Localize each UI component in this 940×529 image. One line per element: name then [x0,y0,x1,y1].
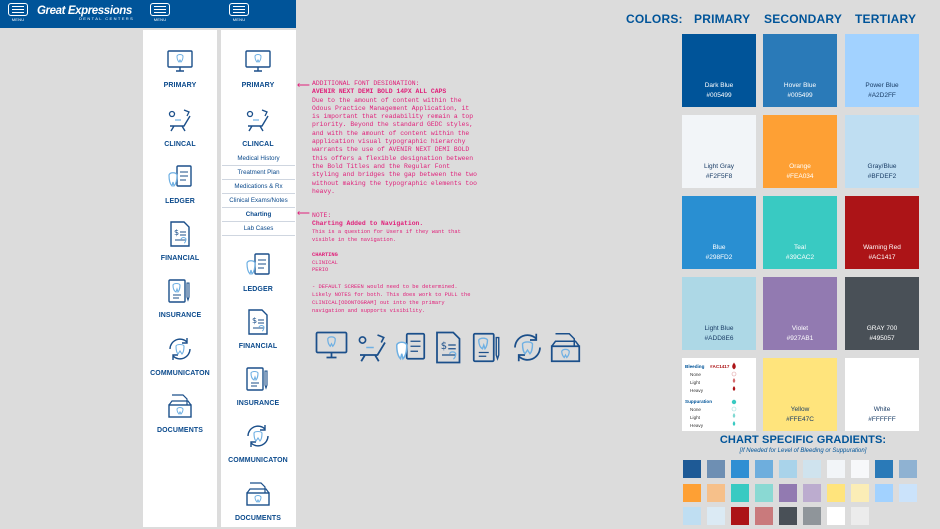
gradient-tile [803,484,821,502]
color-swatch [682,196,756,269]
nav-item-financial[interactable] [143,220,217,262]
nav-note-title: NOTE: [312,212,332,219]
note-line: warrants the use of AVENIR NEXT DEMI BOLD [312,146,470,154]
swatch-hex: #FFFFFF [868,416,896,423]
nav-label: LEDGER [165,198,195,205]
note-line: without making the typographic elements too [312,179,477,187]
swatch-name: Dark Blue [704,82,734,89]
nav-item-docs[interactable] [143,392,217,434]
color-swatch [763,358,837,431]
color-swatch [682,277,756,350]
color-swatch [763,34,837,107]
legend-heavy: Heavy [690,388,704,393]
swatch-name: Power Blue [865,82,899,89]
note-line: is important that readability remain a top [312,113,474,121]
gradient-tile [803,507,821,525]
color-swatch [682,115,756,188]
color-swatch [845,34,919,107]
swatch-hex: #FFE47C [786,416,814,423]
gradient-tile [827,460,845,478]
swatch-name: Warning Red [863,244,901,251]
gradient-tile [851,484,869,502]
gradient-tile [731,507,749,525]
swatch-name: Orange [789,163,811,170]
documents-box-icon [548,330,583,371]
menu-label: MENU [232,17,246,22]
logo[interactable] [37,5,134,21]
dental-chair-icon [143,106,217,139]
communication-cycle-icon [221,422,295,455]
nav-item-comm-2[interactable] [221,422,295,464]
gradient-tile [851,460,869,478]
color-swatch [763,196,837,269]
gradient-tile [731,484,749,502]
gradient-tile [803,460,821,478]
nav-note-question [312,228,512,244]
legend-light: Light [690,380,700,385]
legend-none: None [690,372,701,377]
gradient-tile [707,460,725,478]
gradient-tile [707,507,725,525]
nav-item-docs-2[interactable] [221,480,295,522]
swatch-hex: #495057 [869,335,895,342]
color-swatch [763,277,837,350]
financial-document-icon [221,308,295,341]
note-line: navigation and supports visibility. [312,307,426,314]
note-line: CLINICAL [312,259,338,266]
swatch-hex: #BFDEF2 [867,173,897,180]
swatch-name: Light Blue [704,325,734,332]
gradient-tile [779,507,797,525]
legend-none: None [690,407,701,412]
swatch-name: Blue [712,244,726,251]
gradient-tile [779,484,797,502]
note-line: - DEFAULT SCREEN would need to be determined. [312,283,458,290]
submenu-item[interactable]: Lab Cases [222,222,295,236]
charting-items [312,260,512,275]
gradient-tile [755,484,773,502]
legend-heavy: Heavy [690,423,704,428]
hamburger-icon [8,3,28,16]
submenu-item[interactable]: Treatment Plan [222,166,295,180]
clinical-submenu [222,152,295,236]
font-note [312,80,502,196]
insurance-document-icon [221,365,295,398]
legend-light: Light [690,415,700,420]
submenu-item[interactable]: Medications & Rx [222,180,295,194]
nav-label: COMMUNICATON [228,457,288,464]
font-note-title: ADDITIONAL FONT DESIGNATION: [312,80,420,87]
insurance-document-icon [143,277,217,310]
default-screen-note [312,283,512,315]
column-primary: PRIMARY [694,12,751,26]
nav-item-financial-2[interactable] [221,308,295,350]
ledger-tooth-icon [221,251,295,284]
color-swatch [682,34,756,107]
menu-label: MENU [11,17,25,22]
swatch-name: Hover Blue [783,82,817,89]
documents-box-icon [221,480,295,513]
note-line: styling and bridges the gap between the two [312,171,477,179]
communication-cycle-icon [143,335,217,368]
ledger-tooth-icon [143,163,217,196]
ledger-tooth-icon [393,330,428,371]
svg-text:$: $ [440,340,448,352]
gradient-tile [827,507,845,525]
bleeding-legend [682,358,756,431]
swatch-hex: #FEA034 [786,173,814,180]
arrow-left-icon: ⟵ [297,208,310,218]
nav-label: FINANCIAL [238,343,278,350]
submenu-item[interactable]: Charting [222,208,295,222]
color-swatch [763,115,837,188]
note-line: the Bold Titles and the Regular Font [312,162,451,170]
note-line: heavy. [312,187,336,195]
color-swatch [845,358,919,431]
gradients-title: CHART SPECIFIC GRADIENTS: [719,434,887,446]
gradient-tile [731,460,749,478]
swatch-hex: #005499 [787,92,813,99]
swatch-hex: #ADD8E6 [704,335,734,342]
color-swatch [845,196,919,269]
svg-text:$: $ [252,316,258,325]
gradient-tile [755,460,773,478]
monitor-tooth-icon [143,49,217,80]
note-line: application visual typographic hierarchy [312,138,466,146]
legend-bleeding-title: Bleeding [685,364,705,369]
monitor-tooth-icon [221,49,295,80]
nav-label: DOCUMENTS [234,515,281,522]
note-line: this offers a flexible designation between [312,154,474,162]
nav-label: CLINCAL [164,141,196,148]
nav-item-comm[interactable] [143,335,217,377]
financial-document-icon [143,220,217,253]
swatch-name: Light Gray [704,163,734,170]
swatch-name: Teal [794,244,806,251]
nav-label: PRIMARY [163,82,197,89]
note-line: CLINICAL[ODONTOGRAM] out into the primary [312,299,445,306]
font-note-body [312,97,502,197]
gradient-tile [851,507,869,525]
swatch-hex: #AC1417 [868,254,896,261]
menu-button-3[interactable] [226,3,252,25]
dental-chair-icon [221,106,295,139]
hamburger-icon [150,3,170,16]
swatch-name: GRAY 700 [866,325,898,332]
font-note-name: AVENIR NEXT DEMI BOLD 14PX ALL CAPS [312,88,447,96]
column-secondary: SECONDARY [764,12,843,26]
menu-button-2[interactable] [147,3,173,25]
nav-item-primary[interactable] [221,49,295,89]
swatch-hex: #F2F5F8 [705,173,733,180]
submenu-item[interactable]: Clinical Exams/Notes [222,194,295,208]
gradient-tile [827,484,845,502]
gradient-tile [899,484,917,502]
financial-document-icon [432,330,465,371]
nav-item-chair[interactable] [143,106,217,148]
nav-label: COMMUNICATON [150,370,210,377]
dental-chair-icon [355,330,390,371]
swatch-name: Violet [791,325,809,332]
nav-item-insurance[interactable] [143,277,217,319]
menu-button[interactable] [5,3,31,25]
nav-item-ledger-2[interactable] [221,251,295,293]
gradients-subtitle: [If Needed for Level of Bleeding or Suppuration] [739,448,867,454]
gradient-tile [707,484,725,502]
communication-cycle-icon [510,330,545,371]
note-line: and with the amount of content within the [312,129,470,137]
submenu-item[interactable]: Medical History [222,152,295,166]
column-tertiary: TERTIARY [855,12,917,26]
logo-text: Great Expressions [37,5,132,17]
colors-heading: COLORS: [626,12,683,26]
gradient-tile [875,460,893,478]
gradient-tile [779,460,797,478]
swatch-hex: #927AB1 [786,335,814,342]
note-line: Due to the amount of content within the [312,96,462,104]
monitor-tooth-icon [314,330,349,369]
nav-item-insurance-2[interactable] [221,365,295,407]
insurance-document-icon [470,330,505,371]
nav-label: DOCUMENTS [156,427,203,434]
nav-label: FINANCIAL [160,255,200,262]
drop-icons [682,358,756,431]
gradient-tile [683,460,701,478]
gradient-tile [683,507,701,525]
note-line: Likely NOTES for both. This does work to PULL the [312,291,471,298]
documents-box-icon [143,392,217,425]
menu-label: MENU [153,17,167,22]
gradient-tile [683,484,701,502]
note-line: priority. Beyond the standard GEDC styles, [312,121,474,129]
note-line: Odous Practice Management Application, it [312,104,470,112]
nav-note [312,212,512,315]
nav-note-subtitle: Charting Added to Navigation. [312,220,424,227]
charting-label: CHARTING [312,252,338,258]
nav-item-monitor[interactable] [143,49,217,89]
note-line: PERIO [312,267,329,273]
nav-item-clinical[interactable] [221,106,295,148]
nav-label: INSURANCE [236,400,280,407]
gradient-tile [875,484,893,502]
nav-label: CLINCAL [242,141,274,148]
logo-subtext: DENTAL CENTERS [79,16,135,21]
legend-bleeding-code: #AC1417 [710,364,730,369]
nav-label: INSURANCE [158,312,202,319]
arrow-left-icon: ⟵ [297,80,310,90]
swatch-hex: #298FD2 [705,254,733,261]
svg-text:$: $ [174,228,180,237]
swatch-hex: #A2D2FF [868,92,896,99]
gradient-tile [899,460,917,478]
hamburger-icon [229,3,249,16]
color-swatch [845,277,919,350]
swatch-name: Gray/Blue [867,163,897,170]
nav-item-ledger[interactable] [143,163,217,205]
note-line: This is a question for Users if they want that [312,229,461,235]
nav-label: PRIMARY [241,82,275,89]
swatch-name: Yellow [790,406,810,413]
swatch-name: White [873,406,891,413]
legend-suppuration-title: Suppuration [685,399,713,404]
swatch-hex: #005499 [706,92,732,99]
gradient-tile [755,507,773,525]
note-line: visible in the navigation. [312,237,397,243]
nav-label: LEDGER [243,286,273,293]
swatch-hex: #39CAC2 [785,254,815,261]
color-swatch [845,115,919,188]
